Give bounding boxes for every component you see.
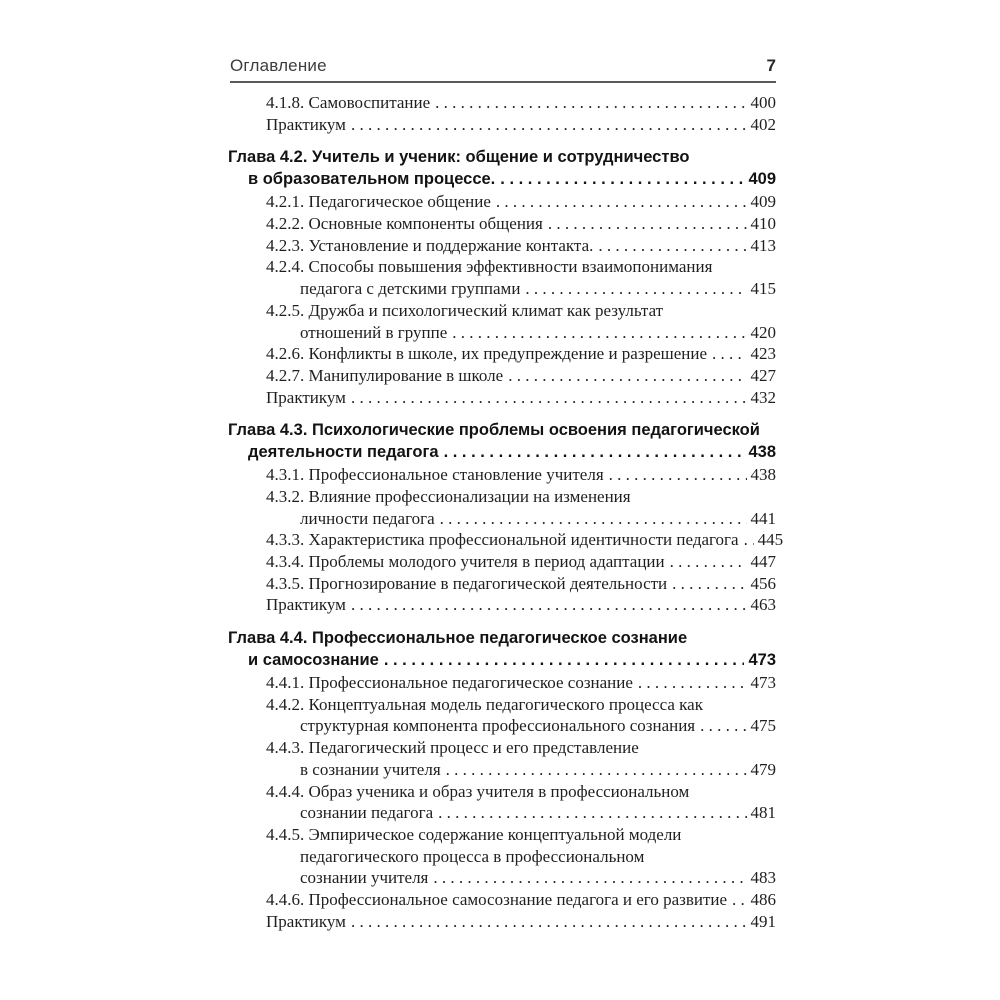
- toc-entry-line: [266, 889, 776, 911]
- dot-leader: [670, 551, 747, 573]
- dot-leader: [452, 322, 746, 344]
- toc-entry-line: [266, 672, 776, 694]
- toc-entry-line: [266, 300, 776, 322]
- toc-entry-line: [266, 343, 776, 365]
- toc-entry: [230, 191, 776, 213]
- toc-entry: [230, 387, 776, 409]
- dot-leader: [444, 441, 745, 463]
- toc-entry-text: 4.4.5. Эмпирическое содержание концептуальной модели: [266, 824, 682, 844]
- toc-entry-line: [266, 213, 776, 235]
- dot-leader: [351, 594, 747, 616]
- toc-entry-line: [248, 168, 776, 190]
- toc-page-number: 473: [750, 673, 776, 693]
- toc-entry-line: [266, 737, 776, 759]
- toc-page-number: 438: [748, 443, 776, 462]
- toc-entry-line: [300, 759, 776, 781]
- toc-entry-text: в сознании учителя: [300, 759, 441, 779]
- toc-page-number: 481: [750, 803, 776, 823]
- toc-entry: [230, 694, 776, 737]
- page-header: [230, 56, 776, 83]
- toc-entry-line: [300, 508, 776, 530]
- toc-entry-line: [266, 529, 784, 551]
- dot-leader: [712, 343, 747, 365]
- toc-entry: [230, 213, 776, 235]
- toc-entry-text: 4.3.4. Проблемы молодого учителя в период адаптации: [266, 552, 665, 571]
- toc-entry-line: [266, 92, 776, 114]
- toc-page-number: 486: [750, 889, 776, 909]
- toc-entry-text: 4.2.2. Основные компоненты общения: [266, 214, 543, 234]
- toc-page-number: 413: [750, 235, 776, 255]
- toc-entry-text: педагога с детскими группами: [300, 279, 521, 299]
- toc-entry-text: 4.4.4. Образ ученика и образ учителя в профессиональном: [266, 781, 690, 801]
- toc-entry-line: [228, 419, 776, 441]
- toc-page-number: 432: [750, 387, 776, 407]
- toc-entry-line: [266, 387, 776, 409]
- dot-leader: [548, 213, 747, 235]
- toc-entry: [230, 114, 776, 136]
- toc-page-number: 491: [750, 911, 776, 931]
- toc-page-number: 409: [748, 170, 776, 189]
- toc-entry-line: [266, 256, 776, 278]
- toc-entry-line: [266, 573, 776, 595]
- toc-entry-line: [300, 846, 776, 868]
- toc-page-number: 456: [750, 573, 776, 593]
- toc-entry: [230, 737, 776, 780]
- toc-entry: [230, 529, 784, 551]
- toc-entry: [230, 672, 776, 694]
- toc-entry: [230, 464, 776, 486]
- dot-leader: [496, 191, 747, 213]
- toc-page-number: 402: [750, 114, 776, 134]
- toc-entry-text: 4.4.6. Профессиональное самосознание педагога и его развитие: [266, 889, 728, 909]
- dot-leader: [433, 867, 746, 889]
- toc-entry-text: 4.2.1. Педагогическое общение: [266, 192, 491, 212]
- running-title: Оглавление: [230, 56, 327, 75]
- toc-page-number: 438: [750, 465, 776, 485]
- toc-entry-text: 4.2.4. Способы повышения эффективности взаимопонимания: [266, 257, 713, 277]
- dot-leader: [700, 715, 746, 737]
- toc-chapter-entry: [230, 627, 776, 671]
- dot-leader: [525, 278, 746, 300]
- toc-entry-line: [266, 464, 776, 486]
- toc-entry-line: [266, 594, 776, 616]
- toc-entry: [230, 235, 776, 257]
- toc-entry: [230, 911, 776, 933]
- toc-page-number: 423: [750, 344, 776, 364]
- dot-leader: [351, 911, 747, 933]
- toc-entry-text: Глава 4.4. Профессиональное педагогическое сознание: [228, 629, 688, 648]
- toc-entry-line: [266, 551, 776, 573]
- dot-leader: [732, 889, 746, 911]
- toc-page-number: 420: [750, 322, 776, 342]
- toc-entry-line: [266, 114, 776, 136]
- toc-entry-text: отношений в группе: [300, 322, 448, 342]
- toc-page-number: 445: [757, 530, 784, 550]
- toc-entry-text: 4.3.5. Прогнозирование в педагогической деятельности: [266, 573, 668, 593]
- toc-entry-text: 4.1.8. Самовоспитание: [266, 93, 431, 112]
- toc-entry-text: 4.2.6. Конфликты в школе, их предупреждение и разрешение: [266, 344, 707, 364]
- dot-leader: [744, 529, 754, 551]
- toc-entry-text: Глава 4.2. Учитель и ученик: общение и сотрудничество: [228, 148, 690, 167]
- dot-leader: [440, 508, 747, 530]
- dot-leader: [438, 802, 746, 824]
- toc-entry: [230, 594, 776, 616]
- toc-entry-text: 4.3.3. Характеристика профессиональной идентичности педагога: [266, 530, 739, 550]
- dot-leader: [609, 464, 747, 486]
- toc-page-number: 400: [750, 93, 776, 112]
- toc-entry-text: 4.3.1. Профессиональное становление учителя: [266, 465, 604, 485]
- toc-entry-line: [228, 627, 776, 649]
- toc-page-number: 475: [750, 716, 776, 736]
- dot-leader: [598, 235, 746, 257]
- toc-entry-line: [266, 781, 776, 803]
- toc-page-number: 410: [750, 214, 776, 234]
- toc-entry-text: 4.3.2. Влияние профессионализации на изменения: [266, 486, 631, 506]
- toc-page-number: 479: [750, 759, 776, 779]
- toc-entry-text: и самосознание: [248, 651, 379, 670]
- toc-entry-line: [266, 365, 776, 387]
- toc-entry-text: 4.4.3. Педагогический процесс и его представление: [266, 738, 639, 758]
- toc-entry-line: [228, 146, 776, 168]
- dot-leader: [638, 672, 747, 694]
- toc-page-number: 483: [750, 868, 776, 888]
- toc-entry-line: [248, 649, 776, 671]
- toc-entry-text: сознании педагога: [300, 803, 434, 823]
- toc-entry-line: [248, 441, 776, 463]
- page-number: 7: [766, 56, 776, 75]
- toc-page-number: 473: [748, 651, 776, 670]
- dot-leader: [351, 387, 747, 409]
- toc-entry: [230, 92, 776, 114]
- toc-chapter-entry: [230, 146, 776, 190]
- toc-entry: [230, 551, 776, 573]
- toc-entry-text: в образовательном процессе.: [248, 170, 496, 189]
- toc-chapter-entry: [230, 419, 776, 463]
- toc-page-number: 427: [750, 365, 776, 385]
- dot-leader: [384, 649, 745, 671]
- dot-leader: [351, 114, 747, 136]
- toc-entry: [230, 889, 776, 911]
- toc-entry-text: 4.2.7. Манипулирование в школе: [266, 365, 504, 385]
- toc-entry: [230, 781, 776, 824]
- toc-list: [228, 92, 784, 932]
- toc-entry-text: Практикум: [266, 595, 346, 615]
- toc-entry-line: [300, 278, 776, 300]
- dot-leader: [508, 365, 746, 387]
- toc-entry-text: деятельности педагога: [248, 443, 439, 462]
- toc-page-number: 415: [750, 279, 776, 299]
- toc-entry-text: Практикум: [266, 911, 346, 931]
- dot-leader: [500, 168, 744, 190]
- toc-entry-text: структурная компонента профессионального сознания: [300, 716, 696, 736]
- toc-entry-text: сознании учителя: [300, 868, 429, 888]
- toc-page-number: 463: [750, 595, 776, 615]
- dot-leader: [672, 573, 746, 595]
- toc-entry-line: [266, 911, 776, 933]
- toc-entry-text: 4.4.2. Концептуальная модель педагогического процесса как: [266, 694, 703, 714]
- toc-entry-line: [266, 486, 776, 508]
- toc-entry-text: 4.2.5. Дружба и психологический климат как результат: [266, 300, 664, 320]
- dot-leader: [446, 759, 747, 781]
- toc-entry-line: [266, 694, 776, 716]
- book-page: [228, 56, 784, 932]
- dot-leader: [435, 92, 746, 114]
- toc-entry-line: [266, 824, 776, 846]
- toc-entry-text: педагогического процесса в профессиональном: [300, 846, 645, 866]
- toc-entry-text: Практикум: [266, 114, 346, 134]
- toc-entry-text: Глава 4.3. Психологические проблемы освоения педагогической: [228, 421, 760, 440]
- toc-entry: [230, 256, 776, 299]
- toc-entry-text: личности педагога: [300, 508, 435, 528]
- toc-entry-line: [300, 322, 776, 344]
- toc-page-number: 441: [750, 508, 776, 528]
- toc-page-number: 409: [750, 192, 776, 212]
- toc-entry-line: [300, 715, 776, 737]
- toc-entry: [230, 300, 776, 343]
- toc-entry: [230, 573, 776, 595]
- toc-page-number: 447: [750, 552, 776, 571]
- toc-entry: [230, 365, 776, 387]
- toc-entry: [230, 486, 776, 529]
- toc-entry-text: Практикум: [266, 387, 346, 407]
- toc-entry-text: 4.4.1. Профессиональное педагогическое сознание: [266, 673, 633, 693]
- toc-entry-line: [300, 802, 776, 824]
- toc-entry-text: 4.2.3. Установление и поддержание контакта.: [266, 235, 594, 255]
- toc-entry-line: [266, 235, 776, 257]
- toc-entry-line: [300, 867, 776, 889]
- toc-entry: [230, 343, 776, 365]
- toc-entry-line: [266, 191, 776, 213]
- toc-entry: [230, 824, 776, 889]
